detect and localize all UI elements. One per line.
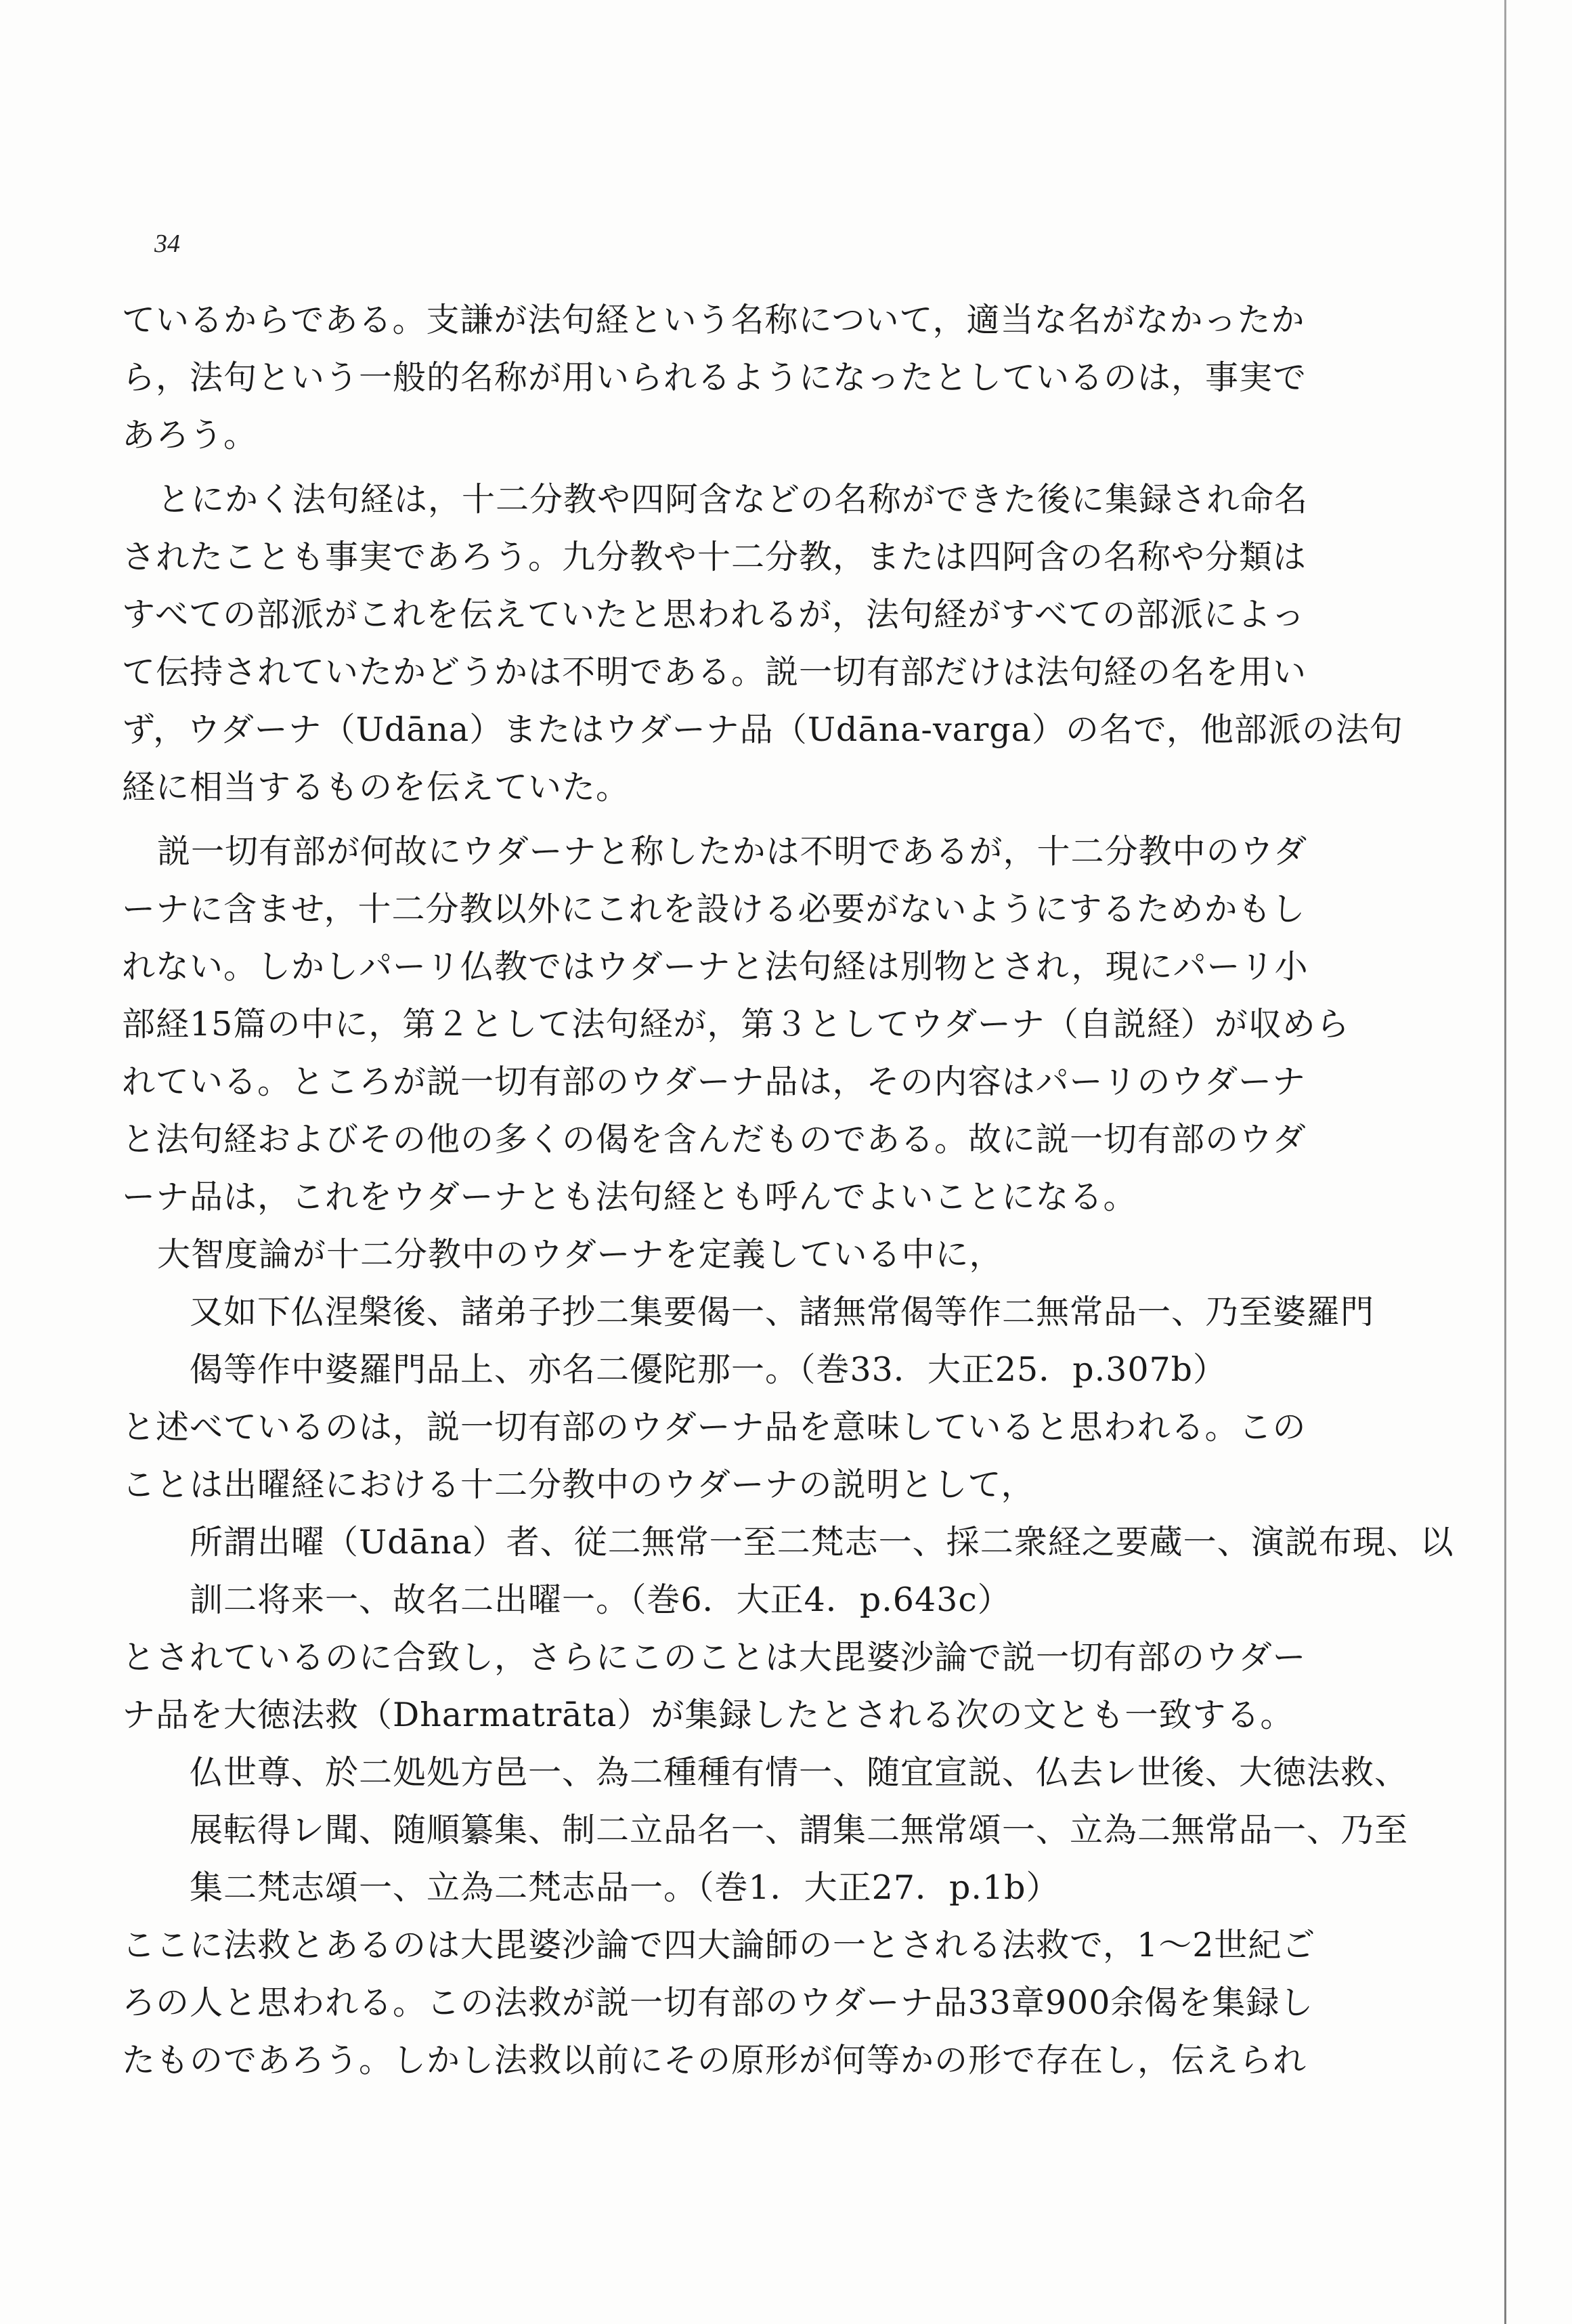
paragraph-start-line: 大智度論が十二分教中のウダーナを定義している中に，: [157, 1235, 1003, 1274]
paragraph-start-line: とにかく法句経は，十二分教や四阿含などの名称ができた後に集録され命名: [157, 480, 1309, 519]
text-line: ことは出曜経における十二分教中のウダーナの説明として，: [122, 1465, 1035, 1504]
text-line: ナ品を大徳法救（Dharmatrāta）が集録したとされる次の文とも一致する。: [122, 1696, 1294, 1734]
quotation-line: 所謂出曜（Udāna）者、従二無常一至二梵志一、採二衆経之要蔵一、演説布現、以: [190, 1523, 1454, 1562]
text-line: ろの人と思われる。この法救が説一切有部のウダーナ品33章900余偈を集録し: [122, 1983, 1314, 2022]
text-line: ーナ品は，これをウダーナとも法句経とも呼んでよいことになる。: [122, 1178, 1137, 1216]
quotation-line: 又如下仏涅槃後、諸弟子抄二集要偈一、諸無常偈等作二無常品一、乃至婆羅門: [190, 1293, 1375, 1331]
paragraph-start-line: 説一切有部が何故にウダーナと称したかは不明であるが，十二分教中のウダ: [157, 832, 1308, 871]
text-line: すべての部派がこれを伝えていたと思われるが，法句経がすべての部派によっ: [122, 595, 1306, 634]
text-line: 経に相当するものを伝えていた。: [122, 768, 630, 806]
scan-edge-rule: [1504, 0, 1506, 2324]
quotation-line: 展転得レ聞、随順纂集、制二立品名一、謂集二無常頌一、立為二無常品一、乃至: [190, 1811, 1409, 1849]
page-number: 34: [154, 230, 180, 258]
text-line: あろう。: [122, 416, 258, 454]
quotation-line: 集二梵志頌一、立為二梵志品一。（巻1．大正27．p.1b）: [190, 1868, 1060, 1907]
text-line: ているからである。支謙が法句経という名称について，適当な名がなかったか: [122, 301, 1305, 339]
text-line: と法句経およびその他の多くの偈を含んだものである。故に説一切有部のウダ: [122, 1120, 1307, 1159]
body-text: [122, 291, 1454, 2089]
text-line: ら，法句という一般的名称が用いられるようになったとしているのは，事実で: [122, 358, 1307, 397]
text-line: ここに法救とあるのは大毘婆沙論で四大論師の一とされる法救で，1〜2世紀ご: [122, 1926, 1316, 1964]
text-line: て伝持されていたかどうかは不明である。説一切有部だけは法句経の名を用い: [122, 653, 1307, 691]
text-line: ず，ウダーナ（Udāna）またはウダーナ品（Udāna-varga）の名で，他部派の法句: [122, 710, 1403, 749]
quotation-line: 偈等作中婆羅門品上、亦名二優陀那一。（巻33．大正25．p.307b）: [190, 1350, 1227, 1389]
text-line: ーナに含ませ，十二分教以外にこれを設ける必要がないようにするためかもし: [122, 890, 1306, 928]
text-line: れない。しかしパーリ仏教ではウダーナと法句経は別物とされ，現にパーリ小: [122, 947, 1309, 986]
text-line: されたことも事実であろう。九分教や十二分教，または四阿含の名称や分類は: [122, 538, 1307, 576]
quotation-line: 仏世尊、於二処処方邑一、為二種種有情一、随宜宣説、仏去レ世後、大徳法救、: [190, 1753, 1409, 1792]
text-line: とされているのに合致し，さらにこのことは大毘婆沙論で説一切有部のウダー: [122, 1638, 1307, 1677]
text-line: 部経15篇の中に，第２として法句経が，第３としてウダーナ（自説経）が収めら: [122, 1005, 1350, 1043]
text-line: れている。ところが説一切有部のウダーナ品は，その内容はパーリのウダーナ: [122, 1062, 1307, 1101]
text-line: たものであろう。しかし法救以前にその原形が何等かの形で存在し，伝えられ: [122, 2041, 1307, 2080]
quotation-line: 訓二将来一、故名二出曜一。（巻6．大正4．p.643c）: [190, 1580, 1011, 1619]
text-line: と述べているのは，説一切有部のウダーナ品を意味していると思われる。この: [122, 1408, 1307, 1446]
